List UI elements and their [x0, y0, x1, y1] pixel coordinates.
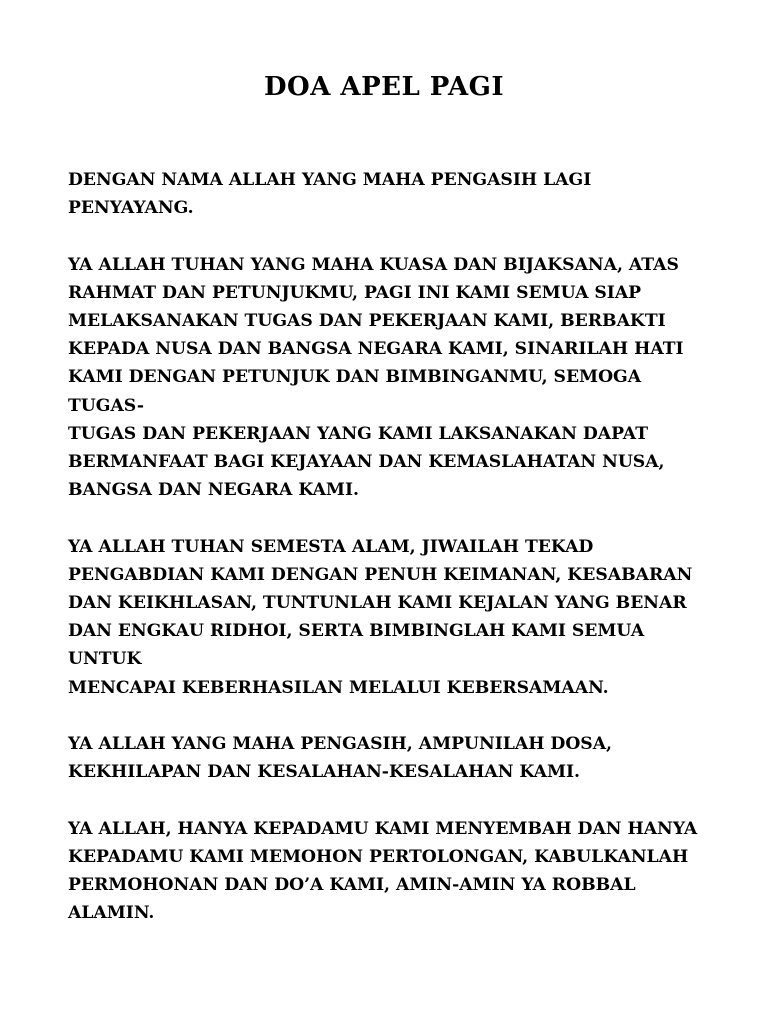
- paragraph-opening: DENGAN NAMA ALLAH YANG MAHA PENGASIH LAGI PENYAYANG.: [68, 170, 592, 219]
- document-title: DOA APEL PAGI: [264, 72, 504, 102]
- document-body: [68, 166, 708, 956]
- paragraph-2: YA ALLAH TUHAN YANG MAHA KUASA DAN BIJAKSANA, ATAS RAHMAT DAN PETUNJUKMU, PAGI INI KAMI SEMUA SIAP MELAKSANAKAN TUGAS DAN PEKERJAAN KAMI, BERBAKTI KEPADA NUSA DAN BANGSA NEGARA KAMI, SINARILAH HATI KAMI DENGAN PETUNJUK DAN BIMBINGANMU, SEMOGA TUGAS- TUGAS DAN PEKERJAAN YANG KAMI LAKSANAKAN DAPAT BERMANFAAT BAGI KEJAYAAN DAN KEMASLAHATAN NUSA, BANGSA DAN NEGARA KAMI.: [68, 254, 684, 501]
- paragraph-4: YA ALLAH YANG MAHA PENGASIH, AMPUNILAH DOSA, KEKHILAPAN DAN KESALAHAN-KESALAHAN KAMI.: [68, 734, 613, 783]
- paragraph-3: YA ALLAH TUHAN SEMESTA ALAM, JIWAILAH TEKAD PENGABDIAN KAMI DENGAN PENUH KEIMANAN, KESABARAN DAN KEIKHLASAN, TUNTUNLAH KAMI KEJALAN YANG BENAR DAN ENGKAU RIDHOI, SERTA BIMBINGLAH KAMI SEMUA UNTUK MENCAPAI KEBERHASILAN MELALUI KEBERSAMAAN.: [68, 536, 693, 698]
- paragraph-closing: YA ALLAH, HANYA KEPADAMU KAMI MENYEMBAH DAN HANYA KEPADAMU KAMI MEMOHON PERTOLONGAN, KABULKANLAH PERMOHONAN DAN DO’A KAMI, AMIN-AMIN YA ROBBAL ALAMIN.: [68, 818, 698, 924]
